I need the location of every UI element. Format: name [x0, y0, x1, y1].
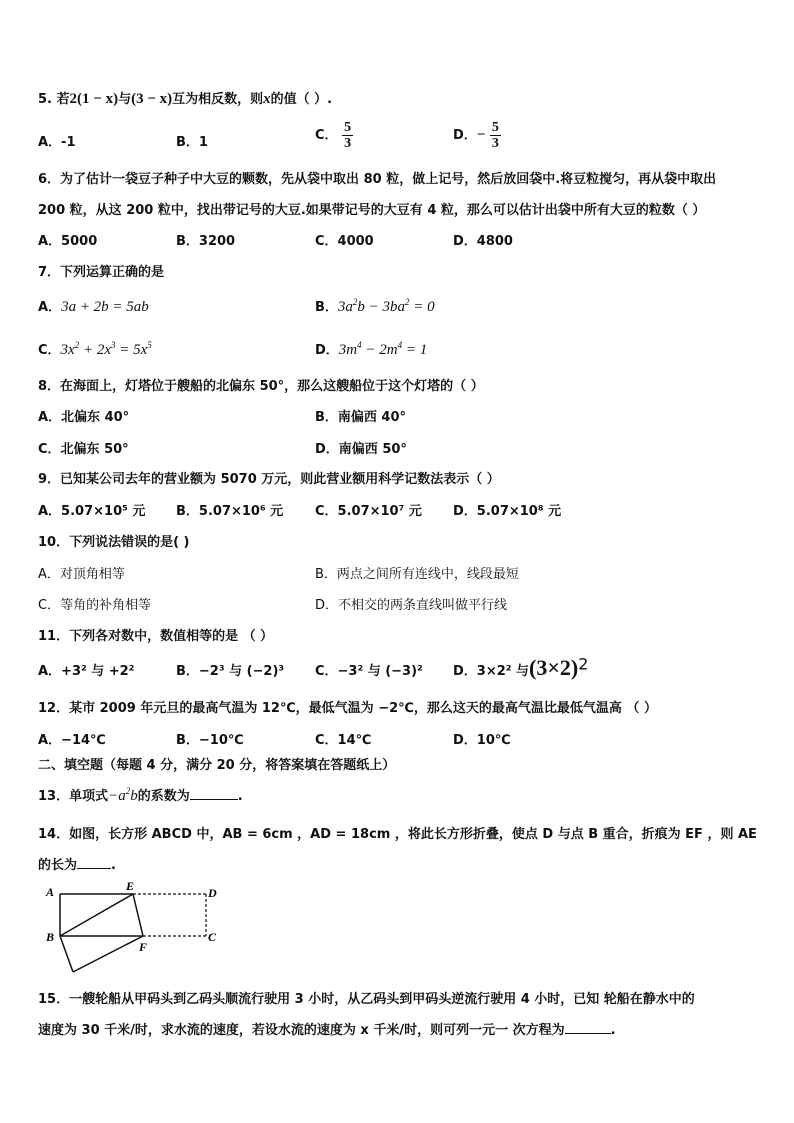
- q6-option-c: C．4000: [315, 234, 374, 249]
- label-e: E: [126, 879, 135, 893]
- label-c: C: [208, 930, 217, 944]
- q9-option-b: B．5.07×10⁶ 元: [176, 504, 284, 519]
- q11-option-b: B．−2³ 与 (−2)³: [176, 664, 285, 679]
- q11-option-c: C．−3² 与 (−3)²: [315, 664, 423, 679]
- q9-option-a: A．5.07×10⁵ 元: [38, 504, 146, 519]
- q11-option-d: D．3×2² 与$(3\times 2)^2$: [453, 654, 589, 680]
- section-heading: 二、填空题（每题 4 分，满分 20 分，将答案填在答题纸上）: [38, 758, 396, 773]
- q5-option-a: A．-1: [38, 135, 76, 150]
- segment-folded-1: [60, 936, 73, 972]
- q9-option-d: D．5.07×10⁸ 元: [453, 504, 562, 519]
- q12-stem: 12．某市 2009 年元旦的最高气温为 12℃，最低气温为 −2℃，那么这天的最高气温比最低气温高 （ ）: [38, 701, 657, 716]
- q6-option-a: A．5000: [38, 234, 98, 249]
- q10-stem: 10．下列说法错误的是( ): [38, 535, 190, 550]
- q14-figure: [40, 878, 230, 978]
- q11-option-a: A．+3² 与 +2²: [38, 664, 135, 679]
- q9-stem: 9．已知某公司去年的营业额为 5070 万元，则此营业额用科学记数法表示（ ）: [38, 472, 500, 487]
- q10-option-b: B．两点之间所有连线中，线段最短: [315, 567, 519, 582]
- q8-option-b: B．南偏西 40°: [315, 410, 407, 425]
- q12-option-b: B．−10℃: [176, 733, 244, 748]
- q15-answer-blank[interactable]: [565, 1021, 611, 1034]
- q5-c-fraction: $\frac{5}{3}$: [344, 120, 352, 151]
- q7-option-a: A．3a + 2b = 5ab: [38, 299, 149, 315]
- q5-option-d: D．− $\frac{5}{3}$: [453, 120, 499, 151]
- q9-option-c: C．5.07×10⁷ 元: [315, 504, 422, 519]
- folded-rectangle-diagram: [40, 878, 230, 978]
- q7-option-c: C．$3x^2 + 2x^3 = 5x^5$: [38, 340, 152, 358]
- q13-stem: 13．单项式$-a^2b$的系数为 .: [38, 786, 243, 804]
- q7-option-d: D．$3m^4 - 2m^4 = 1$: [315, 340, 428, 358]
- q15-line2: 速度为 30 千米/时，求水流的速度，若设水流的速度为 x 千米/时，则可列一元一 次方程为 .: [38, 1023, 616, 1038]
- segment-ef-crease: [133, 894, 143, 936]
- label-f: F: [139, 940, 148, 954]
- label-b: B: [46, 930, 55, 944]
- q8-option-d: D．南偏西 50°: [315, 442, 407, 457]
- q6-option-b: B．3200: [176, 234, 236, 249]
- q10-option-d: D．不相交的两条直线叫做平行线: [315, 598, 508, 613]
- q14-line1: 14．如图，长方形 ABCD 中，AB = 6cm ，AD = 18cm ，将此长方形折叠，使点 D 与点 B 重合，折痕为 EF ，则 AE: [38, 827, 757, 842]
- q8-stem: 8．在海面上，灯塔位于艘船的北偏东 50°，那么这艘船位于这个灯塔的（ ）: [38, 379, 484, 394]
- q7-stem: 7．下列运算正确的是: [38, 265, 165, 280]
- q12-option-c: C．14℃: [315, 733, 372, 748]
- q14-answer-blank[interactable]: [77, 856, 111, 869]
- q5-option-c: C． $\frac{5}{3}$: [315, 120, 352, 151]
- q10-option-c: C．等角的补角相等: [38, 598, 152, 613]
- q13-answer-blank[interactable]: [190, 787, 238, 800]
- segment-be: [60, 894, 133, 936]
- q6-option-d: D．4800: [453, 234, 513, 249]
- q11-stem: 11．下列各对数中，数值相等的是 （ ）: [38, 629, 274, 644]
- q14-line2: 的长为 .: [38, 858, 116, 873]
- q8-option-a: A．北偏东 40°: [38, 410, 130, 425]
- segment-folded-2: [73, 936, 143, 972]
- q7-option-b: B．$3a^2b - 3ba^2 = 0$: [315, 297, 435, 315]
- q5-d-fraction: $\frac{5}{3}$: [491, 120, 499, 151]
- q5-stem: 5. 若2(1 − x)与(3 − x)互为相反数，则x的值（ ）.: [38, 91, 333, 107]
- q12-option-d: D．10℃: [453, 733, 511, 748]
- label-d: D: [208, 886, 217, 900]
- q8-option-c: C．北偏东 50°: [38, 442, 129, 457]
- q10-option-a: A．对顶角相等: [38, 567, 125, 582]
- label-a: A: [46, 885, 55, 899]
- q6-line2: 200 粒，从这 200 粒中，找出带记号的大豆.如果带记号的大豆有 4 粒，那么可以估计出袋中所有大豆的粒数（ ）: [38, 203, 706, 218]
- q15-line1: 15．一艘轮船从甲码头到乙码头顺流行驶用 3 小时，从乙码头到甲码头逆流行驶用 4 小时，已知 轮船在静水中的: [38, 992, 695, 1007]
- q12-option-a: A．−14℃: [38, 733, 106, 748]
- q5-option-b: B．1: [176, 135, 208, 150]
- q6-line1: 6．为了估计一袋豆子种子中大豆的颗数，先从袋中取出 80 粒，做上记号，然后放回袋中.将豆粒搅匀，再从袋中取出: [38, 172, 717, 187]
